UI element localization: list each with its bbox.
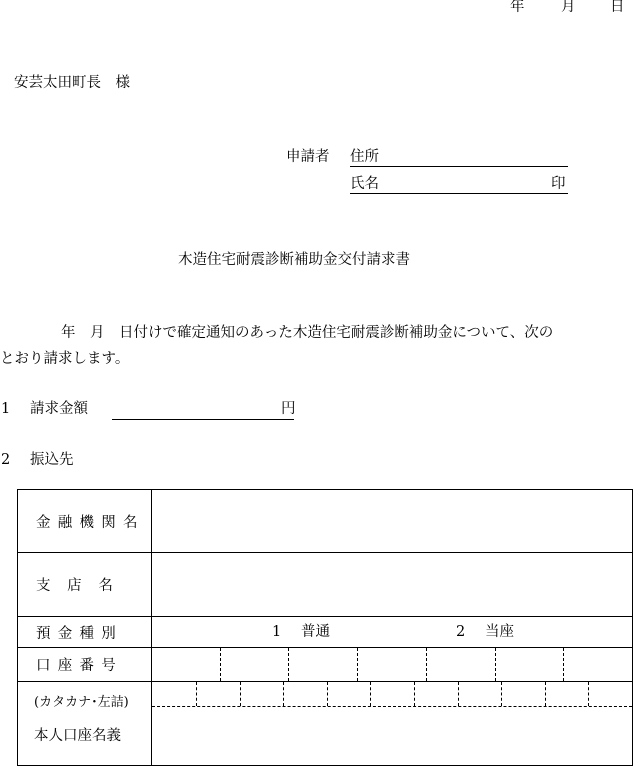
item1-number: 1 [1,401,11,417]
account-number-label: 口座番号 [36,658,123,674]
date-month: 月 [561,0,576,15]
account-digit-box[interactable] [426,648,495,681]
account-type-option-2-label[interactable]: 当座 [485,624,514,640]
name-label: 氏名 [350,176,379,192]
address-label: 住所 [350,149,379,165]
holder-kana-box[interactable] [588,682,632,706]
holder-kana-box[interactable] [152,682,196,706]
account-digit-box[interactable] [357,648,426,681]
account-number-label-cell [18,648,152,682]
account-number-row [18,648,633,682]
holder-cells [152,682,633,766]
item1-label: 請求金額 [30,401,88,417]
institution-row [18,490,633,553]
body-line-2: とおり請求します。 [0,351,130,367]
account-type-cell [152,617,633,648]
account-type-label-cell [18,617,152,648]
holder-label: 本人口座名義 [34,728,121,744]
account-type-option-2-number: 2 [456,624,466,640]
institution-label-cell [18,490,152,553]
date-year: 年 [510,0,525,15]
account-digit-box[interactable] [220,648,289,681]
amount-underline [112,419,294,420]
item1-unit: 円 [281,401,296,417]
item2-label: 振込先 [30,452,74,468]
holder-kana-box[interactable] [458,682,502,706]
holder-kana-box[interactable] [501,682,545,706]
account-number-boxes [152,648,632,681]
institution-input-cell[interactable] [152,490,633,553]
item2-number: 2 [1,452,11,468]
date-day: 日 [610,0,625,15]
holder-kana-box[interactable] [283,682,327,706]
account-digit-box[interactable] [152,648,220,681]
seal-mark: 印 [551,176,566,192]
account-type-label: 預金種別 [36,625,123,642]
account-digit-box[interactable] [288,648,357,681]
account-number-cells[interactable] [152,648,633,682]
address-underline [350,166,568,167]
account-type-option-1-label[interactable]: 普通 [301,624,330,640]
institution-label: 金融機関名 [36,514,145,531]
holder-kana-box[interactable] [370,682,414,706]
holder-kana-note: (カタカナ･左詰) [34,695,129,710]
branch-input-cell[interactable] [152,553,633,617]
holder-name-box[interactable] [152,707,632,765]
holder-kana-box[interactable] [240,682,284,706]
name-underline [350,193,568,194]
document-title: 木造住宅耐震診断補助金交付請求書 [178,252,410,268]
account-type-row [18,617,633,648]
bank-table [17,489,633,766]
account-digit-box[interactable] [495,648,564,681]
account-digit-box[interactable] [563,648,632,681]
branch-label: 支店名 [36,578,130,594]
account-type-option-1-number: 1 [272,624,282,640]
addressee: 安芸太田町長 様 [14,75,130,91]
holder-row [18,682,633,766]
branch-row [18,553,633,617]
holder-kana-box[interactable] [414,682,458,706]
body-line-1: 年 月 日付けで確定通知のあった木造住宅耐震診断補助金について、次の [61,325,554,341]
holder-kana-box[interactable] [327,682,371,706]
branch-label-cell [18,553,152,617]
applicant-role: 申請者 [286,149,330,165]
holder-kana-boxes [152,682,632,707]
holder-label-cell [18,682,152,766]
holder-kana-box[interactable] [545,682,589,706]
holder-kana-box[interactable] [196,682,240,706]
